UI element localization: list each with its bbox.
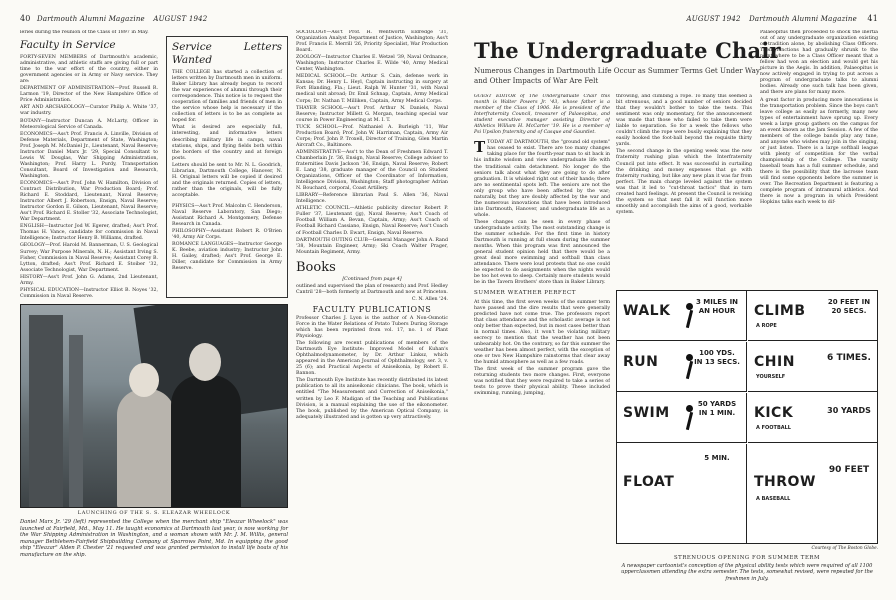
- activity-sublabel: YOURSELF: [756, 374, 786, 380]
- cartoon-title: STRENUOUS OPENING FOR SUMMER TERM: [673, 555, 821, 561]
- left-page-number: 40: [20, 14, 31, 23]
- activity-label: KICK: [754, 405, 794, 421]
- ship-launching-photo: [20, 304, 288, 508]
- fitness-panel: [617, 444, 747, 544]
- right-magazine-title: Dartmouth Alumni Magazine: [749, 15, 857, 23]
- faculty-publications-heading: FACULTY PUBLICATIONS: [312, 304, 432, 314]
- service-letters-heading: Service Letters Wanted: [172, 41, 282, 66]
- paragraph: throwing, and climbing a rope. To many this seemed a bit strenuous, and a good number of seniors decided that they wouldn't bother to take the tests. This sentiment was only momentary, for the announcement was made that those who failed to take them were liable to separation. So for a week the fellows who couldn't climb the rope were busily explaining that they easily hooked the foot-ball beyond the requisite thirty yards.: [616, 94, 752, 148]
- target-label: 50 YARDS IN 1 MIN.: [697, 400, 737, 417]
- paragraph: outlined and supervised the plan of research) and Prof. Hedley Cantril '28—both formerly at Dartmouth and now at Princeton.: [296, 283, 448, 295]
- fitness-panel: [748, 291, 878, 341]
- paragraph: ROMANCE LANGUAGES—Instructor George K. Beebe, aviation industry; Instructor John H. Gailey, drafted; Ass't Prof. George E. Diller, candidate for Commission in Army Reserve.: [172, 242, 282, 272]
- paragraph: TUCK SCHOOL—Prof. Nathaniel A. Burleigh '11, War Production Board; Prof. John W. Harriman, Captain, Army Air Corps; Prof. John P. Troxell, Director of Training, Glen Martin Aircraft Co., Baltimore.: [296, 124, 448, 148]
- target-label: 3 MILES IN AN HOUR: [695, 298, 739, 315]
- article-title: The Undergraduate Chair: [474, 38, 781, 63]
- intro-text: leries during the reunion of the Class of 1897 in May.: [20, 30, 149, 35]
- drop-cap: T: [474, 138, 486, 157]
- paragraph: SOCIOLOGY—Ass't Prof. H. Wentworth Eldredge '31, Organization Analyst Department of Justice, Washington; Ass't Prof. Francis E. Merrill '26, Priority Specialist, War Production Board.: [296, 30, 448, 54]
- activity-label: CLIMB: [754, 303, 806, 319]
- target-label: 90 FEET: [828, 465, 870, 475]
- paragraph: ADMINISTRATIVE—Ass't to the Dean of Freshmen Edward T. Chamberlain Jr. '36, Ensign, Naval Reserve; College adviser to fraternities Davis Jackson '36, Ensign, Naval Reserve; Robert E. Lang '38, graduate manager of the Council on Student Organizations, Officer of the Coordinator of Information, Intelligence Division, Washington; Staff photographer Adrian N. Bouchard, corporal, Coast Artillery.: [296, 149, 448, 192]
- paragraph: LIBRARY—Reference librarian Paul S. Allen '36, Naval Intelligence.: [296, 193, 448, 205]
- paragraph: The second change in the opening week was the new fraternity rushing plan which the Interfraternity Council put into effect. It was successful in curtailing the drinking and money expenses that go with fraternity rushing, but like any new plan it was far from perfect. The main charge leveled against the system was that it led to "cut-throat tactics" that in turn created hard feelings. At present the Council is revising the system so that next fall it will function more smoothly and accomplish the aims of a good, workable system.: [616, 149, 752, 215]
- fitness-panel: [748, 342, 878, 392]
- activity-sublabel: A FOOTBALL: [756, 425, 791, 431]
- paragraph: ART AND ARCHAEOLOGY—Curator Philip A. White '37, war industry.: [20, 105, 158, 117]
- paragraph: DARTMOUTH OUTING CLUB—General Manager John A. Rand '38, Mountain Engineer, Army; Ski Coach Walter Prager, Mountain Regiment, Army.: [296, 237, 448, 255]
- left-running-header: [20, 14, 207, 23]
- books-heading: Books: [296, 259, 336, 275]
- paragraph: FORTY-SEVEN MEMBERS of Dartmouth's academic, administrative, and athletic staffs are giving full or part time to the war effort of the country, either in government agencies or in Army or Navy service. They are:: [20, 55, 158, 85]
- faculty-in-service-heading: Faculty in Service: [20, 39, 116, 52]
- article-paragraph: TODAY AT DARTMOUTH, the "ground old system" has ceased to exist. There are too many changes taking place for the fourth-year man to sit back in his infinite wisdom and view undergraduate life with the traditional calm detachment. No longer do the seniors talk about what they are going to do after graduation. It is whisked right out of their hands; there are no sentimental spots left. The seniors are not the only group who have been affected by the war; naturally, but they are doubly affected by the war and the numerous innovations that have been introduced into Dartmouth, Hanover, and undergraduate life as a whole.: [474, 140, 610, 218]
- guest-editor-note: GUEST EDITOR of The Undergraduate Chair this month is Walter Powers Jr. '43, whose father is a member of the Class of 1906. He is president of the Interfraternity Council, treasurer of Palaeopitus, and student executive manager assisting Director of Athletics William H. McCarter '19. He is a member of Psi Upsilon fraternity and of Casque and Gauntlet.: [474, 94, 610, 136]
- paragraph: ATHLETIC COUNCIL—Athletic publicity director Robert P. Fuller '37, Lieutenant (jg), Naval Reserve; Ass't Coach of Football William A. Bevan, Captain, Army; Ass't Coach of Football Richard Cassiano, Ensign, Naval Reserve; Ass't Coach of Football Charles D. Ewart, Ensign, Naval Reserve.: [296, 206, 448, 236]
- right-running-header: [687, 14, 878, 23]
- paragraph: PHILOSOPHY—Assistant Robert R. O'Brien '40, Army Air Corps.: [172, 229, 282, 241]
- activity-label: THROW: [754, 474, 816, 490]
- right-page-number: 41: [867, 14, 878, 23]
- paragraph: ZOOLOGY—Instructor Charles E. Wetzel '39, Naval Ordnance, Washington; Instructor Charles E. Wilde '40, Army Medical Center, Washington.: [296, 55, 448, 73]
- departments-books-column: [296, 30, 448, 590]
- paragraph: The following are recent publications of members of the Dartmouth Eye Institute: Improved Model of Kuhan's Ophthalmodynamometer, by Dr. Arthur Linksz, which appeared in the American Journal of Ophthalmology, ser. 3, v. 25 (6); and Practical Aspects of Aniseikonia, by Robert E. Bannon.: [296, 341, 448, 377]
- summer-weather-heading: SUMMER WEATHER PERFECT: [474, 290, 577, 297]
- activity-sublabel: A ROPE: [756, 323, 777, 329]
- books-signature: C. N. Allen '24.: [411, 296, 448, 302]
- fitness-panel: [748, 444, 878, 544]
- fitness-panel: [617, 291, 747, 341]
- service-letters-box: [166, 36, 288, 298]
- article-column-2: [616, 94, 752, 286]
- paragraph: DEPARTMENT OF ADMINISTRATION—Prof. Russell R. Larmon '19, Director of the New Hampshire Office of Price Administration.: [20, 86, 158, 104]
- article-column-3: [760, 30, 878, 286]
- paragraph: MEDICAL SCHOOL—Dr. Arthur S. Cain, defense work in Kansas; Dr. Henry L. Heyl, Captain instructing in surgery at Fort Blanding, Fla.; Lieut. Ralph W. Hunter '31, with Naval medical unit abroad; Dr. Emil Schnap, Captain, Army Medical Corps; Dr. Nathan T. Milliken, Captain, Army Medical Corps.: [296, 74, 448, 104]
- paragraph: The first week of the summer program gave the returning students two more changes. First, everyone was notified that they were required to take a series of tests to prove their physical ability. These included swimming, running, jumping,: [474, 367, 610, 397]
- activity-label: SWIM: [623, 405, 670, 421]
- paragraph: ENGLISH—Instructor Jod W. Egerer, drafted; Ass't Prof. Thomas H. Vance, candidate for commission in Naval Intelligence; Instructor Henry B. Williams, drafted.: [20, 224, 158, 242]
- paragraph: GEOLOGY—Prof. Harold M. Bannerman, U. S. Geological Survey; War Purpose Minerals, N. H.; Assistant Irving S. Fisher, Commission in Naval Reserve; Assistant Corey B. Lytton, drafted; Ass't Prof. Richard E. Stoiber '32, Associate Technologist, War Department.: [20, 243, 158, 273]
- paragraph: HISTORY—Ass't Prof. John G. Adams, 2nd Lieutenant, Army.: [20, 274, 158, 286]
- paragraph: BOTANY—Instructor Duncan A. McLarty, Officer in Meteorological Service of Canada.: [20, 118, 158, 130]
- paragraph: The Dartmouth Eye Institute has recently distributed its latest publication to all its aniseikonic clinicians. The book, which is entitled "The Measurement and Correction of Aniseikonia," written by Leo F. Madigan of the Teaching and Publications Division, is a manual explaining the use of the eikonometer. The book, published by the American Optical Company, is adequately illustrated and is gotten up very attractively.: [296, 378, 448, 420]
- paragraph: At this time, the first seven weeks of the summer term have passed and the dire results that were generally predicted have not come true. The professors report that class attendance and the scholastic average is not only better than expected, but in most cases better than in normal times. Also, it won't be violating military secrecy to mention that the weather has not been unbearably hot. On the contrary, so far this summer the weather has been almost perfect, with the exception of one or two New Hampshire rainstorms that clear away the humid atmosphere as well as a few roads.: [474, 299, 610, 365]
- paragraph: What is desired are especially full, interesting, and informative letters describing military life in camps, naval stations, ships, and flying fields both within the borders of the country and at foreign posts.: [172, 125, 282, 161]
- continued-note: [Continued from page 4]: [342, 276, 402, 282]
- paragraph: PHYSICAL EDUCATION—Instructor Elliot B. Noyes '32, Commission in Naval Reserve.: [20, 287, 158, 299]
- photo-caption: Daniel Marx Jr. '29 (left) represented the College when the merchant ship "Eleazar Wheelock" was launched at Fairfield, Md., May 11. He taught economics at Dartmouth last year, is now working for the War Shipping Administration in Washington, and a woman shown with Mr. J. M. Willis, general manager Bethlehem-Fairfield Shipbuilding Company at Sparrows Point, Md. In equipping the good ship "Eleazar" Alden P. Chester '21 requested and was granted permission to install life boats of his manufacture on the ship.: [20, 519, 288, 558]
- faculty-in-service-column: [20, 30, 158, 302]
- paragraph: ECONOMICS—Ass't Prof. Francis A. Linville, Division of Defense Materials, Department of State, Washington; Prof. Joseph M. McDaniel Jr., Lieutenant, Naval Reserve; Instructor Daniel Marx Jr. '29, Special Consultant to Lewis W. Douglas, War Shipping Administration, Washington; Prof. Harry L. Purdy, Transportation Consultant, Board of Investigation and Research, Washington.: [20, 131, 158, 179]
- right-issue-date: AUGUST 1942: [686, 15, 741, 23]
- left-magazine-title: Dartmouth Alumni Magazine: [37, 15, 145, 23]
- fitness-panel: [748, 393, 878, 443]
- paragraph: ECONOMICS—Ass't Prof. John W. Hamilton, Division of Contract Distribution, War Production Board; Prof. Richard E. Stoddard, Lieutenant, Naval Reserve; Instructor Albert J. Robertson, Ensign, Naval Reserve; Instructor Gordon E. Gilson, Lieutenant, Naval Reserve; Ass't Prof. Richard E. Stoller '32, Associate Technologist, War Department.: [20, 180, 158, 223]
- fitness-panel: [617, 342, 747, 392]
- cartoon-caption: A newspaper cartoonist's conception of the physical ability tests which were required of all 1100 upperclassmen attending the extra semester. The tests, somewhat revised, were repeated for the freshmen in July.: [621, 563, 873, 582]
- left-issue-date: AUGUST 1942: [153, 15, 208, 23]
- paragraph: PHYSICS—Ass't Prof. Malcolm C. Henderson, Naval Reserve Laboratory, San Diego; Assistant Richard A. Montgomery, Defense Research in Canada.: [172, 203, 282, 228]
- paragraph: These changes can be seen in every phase of undergraduate activity. The most outstanding change is the summer schedule. For the first time in history Dartmouth is running at full steam during the summer months. When this program was first announced the general student opinion held that there would be a great deal more swimming and softball than class attendance. There were loud protests that no one could be expected to do assignments when the nights would be too hot even to sleep. Certainly more students would be in the Tavern Brothers' store than in Baker Library.: [474, 219, 610, 286]
- article-column-1: [474, 94, 610, 590]
- paragraph: THE COLLEGE has started a collection of letters written by Dartmouth men in uniform. Baker Library has already begun to record the war experiences of alumni through their correspondence. This notice is to request the cooperation of families and friends of men in the service whose help is necessary if the collection of letters is to be as complete as hoped for.: [172, 70, 282, 124]
- paragraph: Palaeopitus then proceeded to shock the inertia out of any undergraduate organization existing on tradition alone, by abolishing Class Officers. Their functions had gradually shrunk to the point where to be a Class Officer meant that a fellow had won an election and would get his picture in the Aegis. In addition, Palaeopitus is now actively engaged in trying to put across a program of undergraduate talks to alumni bodies. Already one such talk has been given, and there are plans for many more.: [760, 30, 878, 96]
- fitness-panel: [617, 393, 747, 443]
- article-subtitle: Numerous Changes in Dartmouth Life Occur as Summer Terms Get Under Way and Other Impacts of War Are Felt: [474, 66, 760, 85]
- paragraph: Professor Charles J. Lyon is the author of A Non-Osmotic Force in the Water Relations of Potato Tubers During Storage which has been reprinted from vol. 17, no. 1 of Plant Physiology.: [296, 315, 448, 340]
- cartoon-courtesy: Courtesy of The Boston Globe.: [811, 546, 878, 551]
- photo-title: LAUNCHING OF THE S. S. ELEAZAR WHEELOCK: [77, 510, 231, 516]
- activity-label: WALK: [623, 303, 671, 319]
- activity-label: FLOAT: [623, 474, 675, 490]
- activity-label: CHIN: [754, 354, 795, 370]
- target-label: 20 FEET IN 20 SECS.: [827, 298, 871, 315]
- paragraph: THAYER SCHOOL—Ass't Prof. Arthur N. Daniels, Naval Reserve; Instructor Millett G. Morgan, teaching special war course in Power Engineering at M. I. T.: [296, 105, 448, 123]
- paragraph: A great factor in producing more innovations is the transportation problem. Since the boys can't leave college as easily as formerly, many new types of entertainment have sprung up. Every week a large group gathers on the campus for an event known as the Jam Session. A few of the members of the college bands play any tune, and anyone who wishes may join in the singing, or just listen. There is a large softball league with plenty of competition for the verbal championship of the College. The varsity baseball team has a full summer schedule, and there is the possibility that the lacrosse team will find some opponents before the summer is over. The Recreation Department is featuring a complete program of intramural athletics. And there is now a program in which President Hopkins talks each week to dif-: [760, 97, 878, 206]
- activity-label: RUN: [623, 354, 659, 370]
- target-label: 30 YARDS: [827, 406, 871, 415]
- target-label: 100 YDS. IN 13 SECS.: [694, 349, 740, 366]
- fitness-cartoon: [616, 290, 878, 544]
- paragraph: Letters should be sent to Mr. N. L. Goodrich, Librarian, Dartmouth College, Hanover, N. H. Original letters will be copied if desired and the originals returned. Copies of letters, rather than the originals, will be fully acceptable.: [172, 162, 282, 198]
- target-label: 6 TIMES.: [827, 353, 871, 363]
- activity-sublabel: A BASEBALL: [756, 496, 791, 502]
- paragraph: [474, 140, 610, 219]
- target-label: 5 MIN.: [704, 454, 730, 462]
